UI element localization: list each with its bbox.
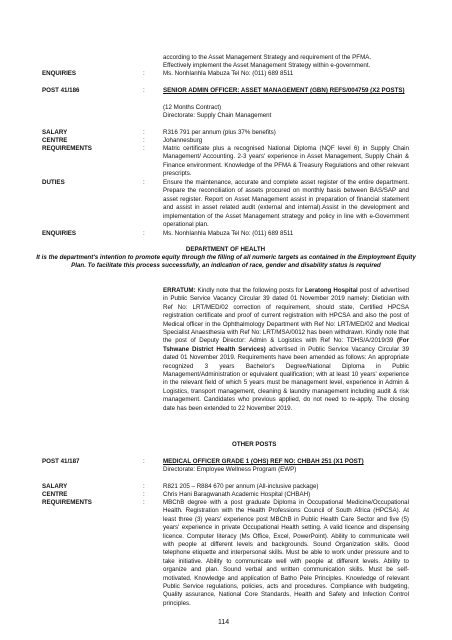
centre-value: Chris Hani Baragwanath Academic Hospital (CHBAH) — [163, 491, 311, 498]
directorate: Directorate: Employee Wellness Program (EWP) — [163, 466, 297, 473]
continuation-line-1: according to the Asset Management Strategy and requirement of the PFMA. — [163, 54, 372, 61]
erratum-text-3: advertised in Public Service Vacancy Circular 39 dated 01 November 2019. Requirements have been amended as follows: An appropriate recognized 3 years Bachelor's Degree/National Diploma in Public Management/Administration or equivalent qualification; with at least 10 years' experience in the relevant field of which 5 years must be management level, experience in Admin & Logistics, transport management, cleaning & laundry management including audit & risk management. Candidates who previous applied, do not need to re-apply. The closing date has been extended to 22 November 2019. — [163, 345, 410, 412]
colon: : — [143, 179, 145, 186]
requirements-label: REQUIREMENTS — [42, 499, 92, 506]
post-number: POST 41/186 — [42, 87, 80, 94]
post-number: POST 41/187 — [42, 458, 80, 465]
erratum-paragraph — [163, 287, 409, 413]
department-heading: DEPARTMENT OF HEALTH — [185, 246, 266, 253]
colon: : — [143, 458, 145, 465]
colon: : — [143, 483, 145, 490]
duties-label: DUTIES — [42, 179, 65, 186]
erratum-text-2: post of advertised in Public Service Vacancy Circular 39 dated 01 November 2019 namely: Dietician with Ref No: LRT/MED/02 correction of requirement, should state, Certified HPCSA registration certificate and proof of current registration with HPCSA and also the post of Medical officer in the Ophthalmology Department with Ref No: LRT/MED/02 and Medical Specialist Anaesthesia with Ref No: LRT/MSA/0012 has been withdrawn. Kindly note that the post of Deputy Director: Admin & Logistics with Ref No: TDHS/A/2019/39 — [163, 287, 409, 345]
centre-label: CENTRE — [42, 137, 68, 144]
salary-value: R821 205 – R884 670 per annum (All-inclusive package) — [163, 483, 319, 490]
enquiries-label: ENQUIRIES — [42, 70, 77, 77]
requirements-text: Matric certificate plus a recognised National Diploma (NQF level 6) in Supply Chain Management/ Accounting. 2-3 years' experience in Asset Management, Supply Chain & Finance environment. Knowledge of the PFMA & Treasury Regulations and other relevant prescripts. — [163, 145, 409, 178]
colon: : — [143, 491, 145, 498]
enquiries-label: ENQUIRIES — [42, 230, 77, 237]
colon: : — [143, 499, 145, 506]
colon: : — [143, 87, 145, 94]
colon: : — [143, 70, 145, 77]
enquiries-value: Ms. Nonhlanhla Mabuza Tel No: (011) 689 8511 — [163, 70, 294, 77]
contract-note: (12 Months Contract) — [163, 104, 222, 111]
salary-label: SALARY — [42, 129, 68, 136]
tshwane-note: (For Tshwane District Health Services) — [163, 337, 409, 353]
requirements-text: MBChB degree with a post graduate Diploma in Occupational Medicine/Occupational Health. Registration with the Health Professions Council of South Africa (HPCSA). At least three (3) years' experience post MBChB in Public Health Care Sector and five (5) years' experience in private Occupational Health setting. A valid licence and dispensing licence. Computer literacy (Ms Office, Excel, PowerPoint). Ability to communicate well with people at different levels and backgrounds. Sound Organization skills. Good telephone etiquette and interpersonal skills. Must be able to work under pressure and to take initiative. Ability to communicate well with people at different levels. Ability to organize and plan. Sound verbal and written communication skills. Must be self-motivated. Knowledge and application of Batho Pele Principles. Knowledge of relevant Public Service regulations, policies, acts and procedures. Compliance with budgeting, Quality assurance, National Core Standards, Health and Safety and Infection Control principles. — [163, 499, 409, 607]
requirements-label: REQUIREMENTS — [42, 145, 92, 152]
hospital-name: Leratong Hospital — [304, 287, 358, 294]
equity-statement: It is the department's intention to promote equity through the filling of all numeric targets as contained in the Employment Equity Plan. To facilitate this process successfully, an indication of race, gender and disability status is required — [36, 254, 416, 270]
centre-label: CENTRE — [42, 491, 68, 498]
directorate: Directorate: Supply Chain Management — [163, 112, 272, 119]
salary-label: SALARY — [42, 483, 68, 490]
salary-value: R316 791 per annum (plus 37% benefits) — [163, 129, 276, 136]
other-posts-heading: OTHER POSTS — [232, 441, 277, 448]
continuation-line-2: Effectively implement the Asset Management Strategy within e-government. — [163, 62, 371, 69]
enquiries-value: Ms. Nonhlanhla Mabuza Tel No: (011) 689 8511 — [163, 230, 294, 237]
page-number: 114 — [218, 619, 230, 626]
post-title: SENIOR ADMIN OFFICER: ASSET MANAGEMENT (GBN) REFS/004759 (X2 POSTS) — [163, 87, 405, 94]
erratum-text-1: Kindly note that the following posts for — [195, 287, 305, 294]
centre-value: Johannesburg — [163, 137, 203, 144]
colon: : — [143, 230, 145, 237]
colon: : — [143, 145, 145, 152]
erratum-lead: ERRATUM: — [163, 287, 196, 294]
colon: : — [143, 129, 145, 136]
post-title: MEDICAL OFFICER GRADE 1 (OHS) REF NO: CHBAH 251 (X1 POST) — [163, 458, 364, 465]
duties-text: Ensure the maintenance, accurate and complete asset register of the entire department. Prepare the reconciliation of assets procured on monthly basis between BAS/SAP and asset register. Report on Asset Management assist in preparation of financial statement and assist in asset related audit (external and internal).Assist in the development and implementation of the Asset Management strategy and policy in line with e-Government operational plan. — [163, 179, 409, 229]
colon: : — [143, 137, 145, 144]
